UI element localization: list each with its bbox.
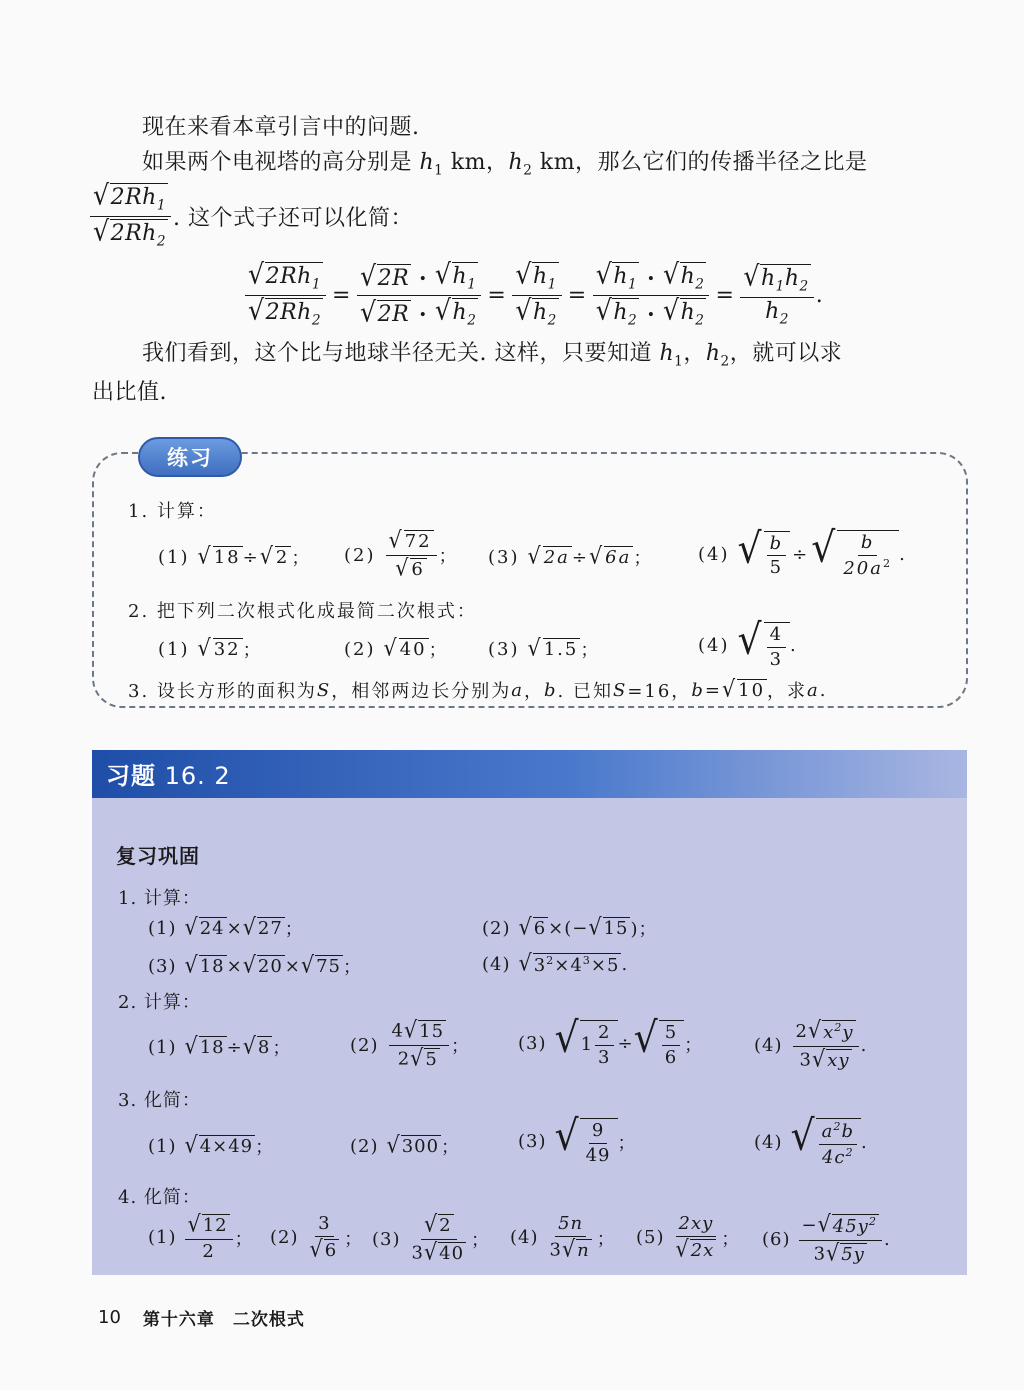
ex-q2-3: (3) √ 1 $\frac{2}{3}$ ÷ √ $\frac{5}{6}$ ； [518,1013,704,1068]
text: . 这个式子还可以化简： [173,206,414,232]
review-subheading: 复习巩固 [116,844,200,868]
practice-q2: 2. 把下列二次根式化成最简二次根式： [128,601,477,622]
ex-q4: 4. 化简： [118,1187,201,1208]
sub: 2 [156,233,167,250]
page-number: 10 [98,1307,121,1328]
page-footer [98,1305,305,1330]
exercise-header-title: 习题 16. 2 [106,762,231,790]
intro-line-2 [142,145,868,178]
simplification-equation: √ $2Rh_1$ √ $2Rh_2$ = √ 2R • √ $h_1$ √ 2R • √ $h_2$ = √ $h_1$ √ $h_2$ = √ $h_1$ • √ $h_2$ √ $h_2$ • √ $h_2$ = √ $h_1h_2$ $h_2$ . [243,262,823,329]
text: km，那么它们的传播半径之比是 [532,150,868,175]
ex-q4-1: (1) √ 12 2 ； [148,1210,254,1262]
sub: 1 [674,353,684,370]
ex-q4-5: (5) 2xy √ 2x ； [636,1213,741,1262]
ex-q4-4: (4) 5n 3 √ n ； [510,1213,616,1262]
exercise-panel [92,750,967,1275]
practice-q1: 1. 计算： [128,501,217,522]
sub: 2 [720,353,730,370]
ex-q1-2: (2) √ 6 × (− √ 15 )； [482,913,658,940]
ex-q1: 1. 计算： [118,888,201,909]
ratio-fraction: √ $2Rh_1$ √ $2Rh_2$ [90,183,171,250]
ex-q1-4: (4) √ $3^2\times 4^3\times 5$ . [482,949,629,977]
ex-q3-3: (3) √ $\frac{9}{49}$ ； [518,1111,637,1166]
ex-q2: 2. 计算： [118,992,201,1013]
sub: 1 [156,197,167,214]
intro-line-1: 现在来看本章引言中的问题. [142,115,420,140]
ex-q4-2: (2) 3 √ 6 ； [270,1213,364,1262]
intro-line-5: 出比值. [92,380,167,405]
sub: 1 [434,162,444,179]
practice-badge: 练习 [138,437,242,477]
text: 如果两个电视塔的高分别是 [142,150,420,175]
ex-q1-1: (1) √ 24 × √ 27 ； [148,913,304,940]
ex-q2-4: (4) 2 √ $x^2y$ 3 √ xy . [754,1016,868,1072]
var-h: h [659,341,675,366]
ex-q3-1: (1) √ 4×49 ； [148,1131,275,1158]
ex-q4-6: (6) − √ $45y^2$ 3 √ 5y . [762,1210,891,1266]
intro-line-4: 我们看到，这个比与地球半径无关. 这样，只要知道 $h_1$，$h_2$，就可以求 [142,341,843,370]
rad-text: 2Rh [110,185,157,210]
practice-q1-items: (1) √ 18 ÷ √ 2 ； (2) √ 72 √ 6 ； (3) √ 2a ÷ √ 6a ； (4) √ $\frac{b}{5}$ ÷ √ $\frac{b}{20a^2}$ . [158,523,907,581]
intro-line-3 [88,179,414,250]
ex-q4-3: (3) √ 2 3 √ 40 ； [372,1210,491,1265]
sub: 2 [523,162,533,179]
ex-q2-1: (1) √ 18 ÷ √ 8 ； [148,1032,292,1059]
var-h: h [705,341,721,366]
ex-q3-4: (4) √ $\frac{a^2b}{4c^2}$ . [754,1111,868,1168]
practice-q3: 3. 设长方形的面积为 S ，相邻两边长分别为 a ， b . 已知 S =16， b = √ 10 ，求 a . [128,675,828,702]
chapter-title: 二次根式 [232,1310,305,1330]
rad-text: 2Rh [110,221,157,247]
ex-q3-2: (2) √ 300 ； [350,1131,461,1158]
var-h: h [419,150,435,175]
ex-q3: 3. 化简： [118,1090,201,1111]
ex-q2-2: (2) 4 √ 15 2 √ 5 ； [350,1016,471,1071]
text: km， [443,150,509,175]
text: 我们看到，这个比与地球半径无关. 这样，只要知道 [142,341,660,366]
var-h: h [508,150,524,175]
text: ，就可以求 [729,341,843,366]
ex-q1-3: (3) √ 18 × √ 20 × √ 75 ； [148,951,362,978]
chapter-label: 第十六章 [142,1310,215,1330]
practice-q2-items: (1) √ 32 ； (2) √ 40 ； (3) √ 1.5 ； (4) √ $\frac{4}{3}$ . [158,615,798,670]
